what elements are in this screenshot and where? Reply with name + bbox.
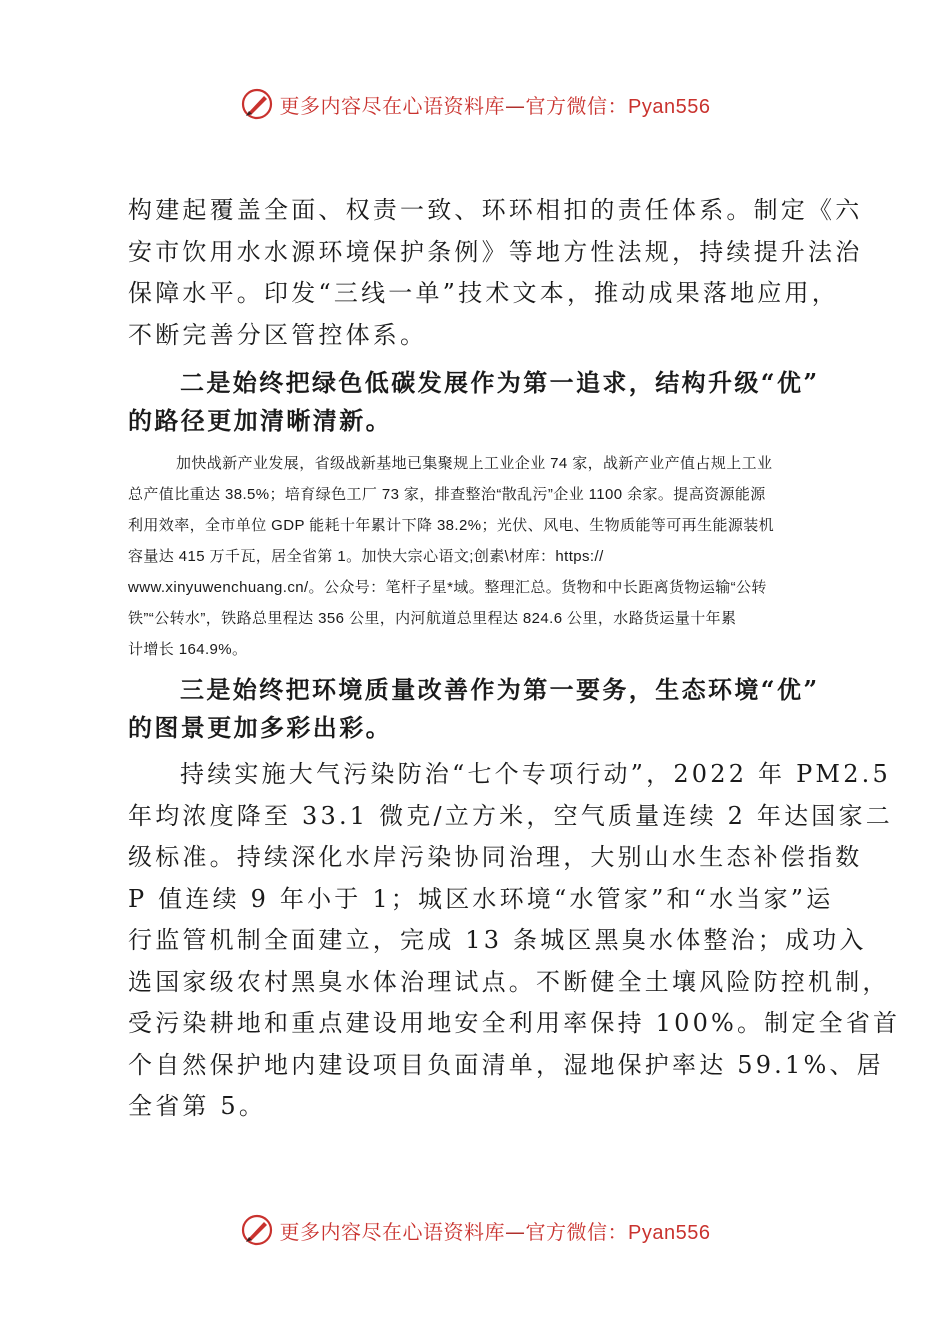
wechat-id: Pyan556	[628, 95, 711, 118]
pen-logo-icon	[240, 1213, 274, 1247]
text-line: 个自然保护地内建设项目负面清单，湿地保护率达 59.1%、居	[128, 1050, 884, 1079]
banner-separator: —	[505, 1219, 526, 1244]
text-line: 不断完善分区管控体系。	[128, 320, 428, 349]
text-line: 计增长 164.9%。	[128, 641, 248, 658]
text-line: 保障水平。印发“三线一单”技术文本，推动成果落地应用，	[128, 279, 839, 307]
wechat-id: Pyan556	[628, 1221, 711, 1244]
text-line: 总产值比重达 38.5%；培育绿色工厂 73 家，排查整治“散乱污”企业 1100 余家。提高资源能源	[128, 486, 766, 503]
heading-line: 二是始终把绿色低碳发展作为第一追求，结构升级“优”	[180, 368, 820, 397]
heading-line: 的图景更加多彩出彩。	[128, 713, 392, 742]
section-heading-cont	[128, 402, 828, 440]
section2-body	[128, 448, 848, 665]
heading-line: 三是始终把环境质量改善作为第一要务，生态环境“优”	[180, 675, 820, 704]
text-line: 安市饮用水水源环境保护条例》等地方性法规，持续提升法治	[128, 237, 863, 266]
header-banner	[0, 82, 950, 126]
text-line: 选国家级农村黑臭水体治理试点。不断健全土壤风险防控机制，	[128, 967, 890, 996]
text-line: 利用效率，全市单位 GDP 能耗十年累计下降 38.2%；光伏、风电、生物质能等可再生能源装机	[128, 517, 775, 534]
text-line: 构建起覆盖全面、权责一致、环环相扣的责任体系。制定《六	[128, 196, 863, 224]
section1	[128, 190, 863, 356]
banner-suffix: 官方微信：	[525, 1219, 629, 1244]
text-line: 受污染耕地和重点建设用地安全利用率保持 100%。制定全省首	[128, 1009, 901, 1037]
footer-banner	[0, 1208, 950, 1252]
text-line: P 值连续 9 年小于 1；城区水环境“水管家”和“水当家”运	[128, 884, 834, 913]
section-heading	[128, 364, 828, 402]
text-line: 持续实施大气污染防治“七个专项行动”，2022 年 PM2.5	[180, 760, 891, 788]
banner-suffix: 官方微信：	[525, 93, 629, 118]
section3	[128, 671, 828, 747]
paragraph-3	[128, 754, 891, 796]
section-heading	[128, 671, 828, 709]
text-line: 行监管机制全面建立，完成 13 条城区黑臭水体整治；成功入	[128, 926, 867, 954]
paragraph-2	[128, 448, 848, 479]
banner-title: 更多内容尽在心语资料库	[279, 93, 506, 118]
text-line: www.xinyuwenchuang.cn/。公众号：笔杆子星*域。整理汇总。货物和中长距离货物运输“公转	[128, 579, 767, 596]
text-line: 年均浓度降至 33.1 微克/立方米，空气质量连续 2 年达国家二	[128, 801, 893, 830]
section-heading-cont	[128, 709, 828, 747]
pen-logo-icon	[240, 87, 274, 121]
heading-line: 的路径更加清晰清新。	[128, 406, 392, 435]
section3-body	[128, 754, 901, 1128]
text-line: 容量达 415 万千瓦，居全省第 1。加快大宗心语文;创素\材库：https://	[128, 548, 604, 565]
text-line: 加快战新产业发展，省级战新基地已集聚规上工业企业 74 家，战新产业产值占规上工业	[176, 455, 773, 472]
text-line: 全省第 5。	[128, 1092, 267, 1120]
text-line: 铁”“公转水”，铁路总里程达 356 公里，内河航道总里程达 824.6 公里，水路货运量十年累	[128, 610, 737, 627]
text-line: 级标准。持续深化水岸污染协同治理，大别山水生态补偿指数	[128, 843, 863, 871]
paragraph-1	[128, 190, 863, 356]
banner-separator: —	[505, 93, 526, 118]
section2	[128, 364, 828, 440]
banner-title: 更多内容尽在心语资料库	[279, 1219, 506, 1244]
